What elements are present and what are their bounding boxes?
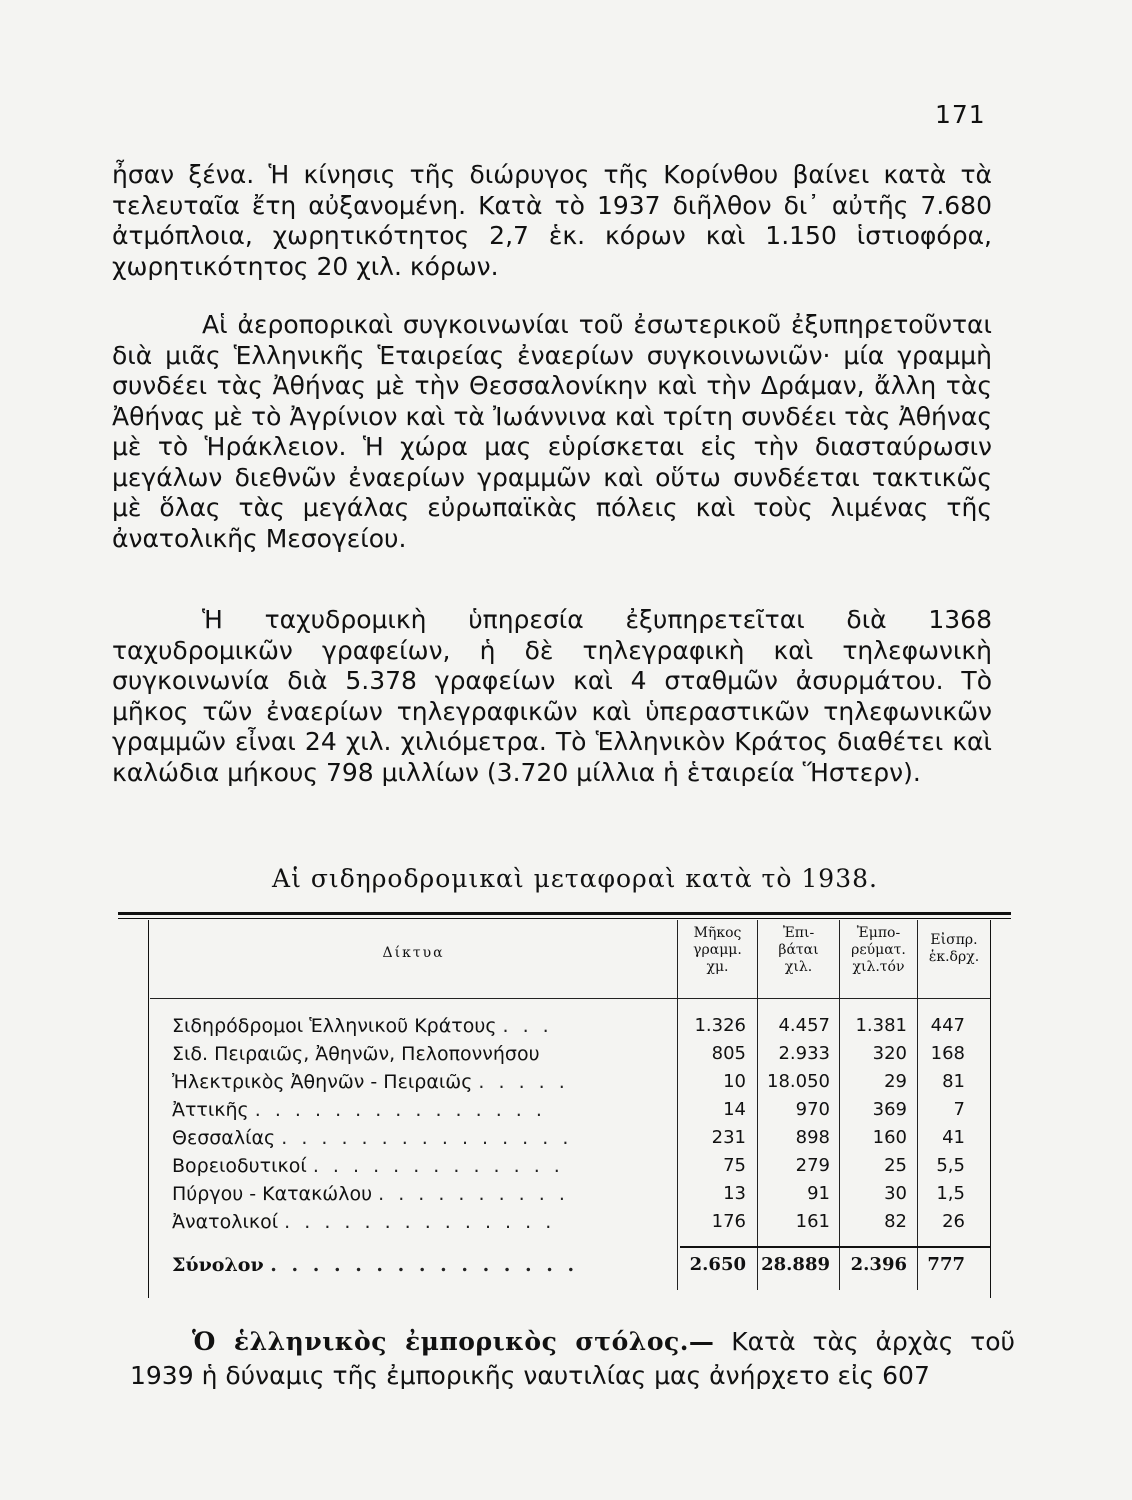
total-rule — [680, 1246, 990, 1248]
paragraph-merchant-fleet: Ὁ ἑλληνικὸς ἐμπορικὸς στόλος.— Κατὰ τὰς ἀρχὰς τοῦ 1939 ἡ δύναμις τῆς ἐμπορικῆς ναυτιλίας μας ἀνήρχετο εἰς 607 — [130, 1327, 1015, 1390]
paragraph-canal: ἦσαν ξένα. Ἡ κίνησις τῆς διώρυγος τῆς Κορίνθου βαίνει κατὰ τὰ τελευταῖα ἔτη αὐξανομένη. Κατὰ τὸ 1937 διῆλθον δι᾽ αὐτῆς 7.680 ἀτμόπλοια, χωρητικότητος 2,7 ἑκ. κόρων καὶ 1.150 ἱστιοφόρα, χωρητικότητος 20 χιλ. κόρων. — [112, 160, 992, 281]
header-length: Μῆκος γραμμ. χμ. — [693, 925, 742, 975]
table-left-border — [148, 920, 149, 1298]
table-total-row: Σύνολον . . . . . . . . . . . . . . . 2.650 28.889 2.396 777 — [172, 1254, 965, 1276]
table-row: Ἀνατολικοί . . . . . . . . . . . . . . 176 161 82 26 — [172, 1211, 965, 1233]
header-passengers: Ἐπι- βάται χιλ. — [778, 925, 819, 975]
header-network: Δίκτυα — [382, 945, 445, 961]
table-row: Πύργου - Κατακώλου . . . . . . . . . . 13 91 30 1,5 — [172, 1183, 965, 1205]
header-revenue: Εἰσπρ. ἑκ.δρχ. — [928, 932, 980, 965]
table-row: Θεσσαλίας . . . . . . . . . . . . . . . 231 898 160 41 — [172, 1127, 965, 1149]
table-title: Αἱ σιδηροδρομικαὶ μεταφοραὶ κατὰ τὸ 1938. — [272, 864, 878, 893]
header-rule — [150, 998, 990, 999]
table-top-rule-thin — [118, 918, 1011, 919]
table-row: Ἠλεκτρικὸς Ἀθηνῶν - Πειραιῶς . . . . . 10 18.050 29 81 — [172, 1071, 965, 1093]
page-number: 171 — [935, 100, 986, 129]
table-row: Βορειοδυτικοί . . . . . . . . . . . . . 75 279 25 5,5 — [172, 1155, 965, 1177]
section-heading: Ὁ ἑλληνικὸς ἐμπορικὸς στόλος.— — [192, 1327, 715, 1356]
paragraph-air-transport: Αἱ ἀεροπορικαὶ συγκοινωνίαι τοῦ ἐσωτερικοῦ ἐξυπηρετοῦνται διὰ μιᾶς Ἑλληνικῆς Ἑταιρείας ἐναερίων συγκοινωνιῶν· μία γραμμὴ συνδέει τὰς Ἀθήνας μὲ τὴν Θεσσαλονίκην καὶ τὴν Δράμαν, ἄλλη τὰς Ἀθήνας μὲ τὸ Ἀγρίνιον καὶ τὰ Ἰωάννινα καὶ τρίτη συνδέει τὰς Ἀθήνας μὲ τὸ Ἡράκλειον. Ἡ χώρα μας εὑρίσκεται εἰς τὴν διασταύρωσιν μεγάλων διεθνῶν ἐναερίων γραμμῶν καὶ οὕτω συνδέεται τακτικῶς μὲ ὅλας τὰς μεγάλας εὐρωπαϊκὰς πόλεις καὶ τοὺς λιμένας τῆς ἀνατολικῆς Μεσογείου. — [112, 310, 992, 553]
table-row: Ἀττικῆς . . . . . . . . . . . . . . . 14 970 369 7 — [172, 1099, 965, 1121]
paragraph-postal: Ἡ ταχυδρομικὴ ὑπηρεσία ἐξυπηρετεῖται διὰ 1368 ταχυδρομικῶν γραφείων, ἡ δὲ τηλεγραφικὴ καὶ τηλεφωνικὴ συγκοινωνία διὰ 5.378 γραφείων καὶ 4 σταθμῶν ἀσυρμάτου. Τὸ μῆκος τῶν ἐναερίων τηλεγραφικῶν καὶ ὑπεραστικῶν τηλεφωνικῶν γραμμῶν εἶναι 24 χιλ. χιλιόμετρα. Τὸ Ἑλληνικὸν Κράτος διαθέτει καὶ καλώδια μήκους 798 μιλλίων (3.720 μίλλια ἡ ἑταιρεία Ἥστερν). — [112, 605, 992, 787]
table-top-rule — [118, 912, 1011, 915]
table-row: Σιδηρόδρομοι Ἑλληνικοῦ Κράτους . . . 1.326 4.457 1.381 447 — [172, 1015, 965, 1037]
table-right-border — [990, 920, 991, 1298]
header-freight: Ἐμπο- ρεύματ. χιλ.τόν — [851, 925, 906, 975]
table-row: Σιδ. Πειραιῶς, Ἀθηνῶν, Πελοποννήσου 805 2.933 320 168 — [172, 1043, 965, 1065]
